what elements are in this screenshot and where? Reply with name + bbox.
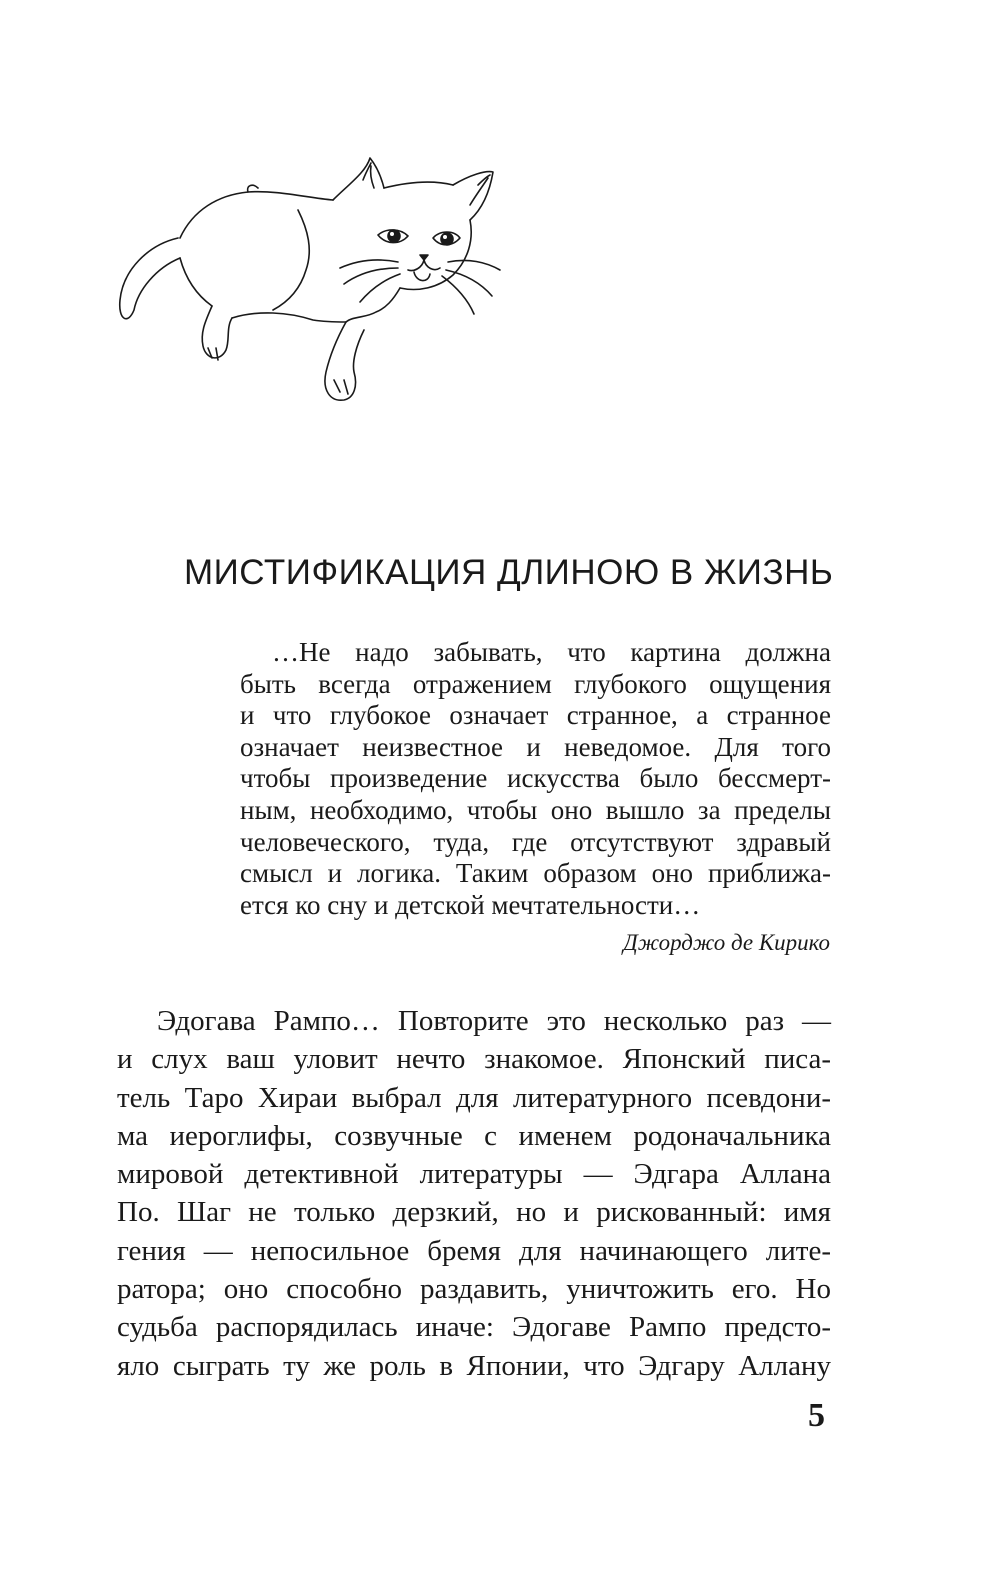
body-line: По. Шаг не только дерзкий, но и рискованный: имя: [117, 1196, 831, 1229]
kitten-illustration-icon: [108, 150, 508, 420]
epigraph-line: быть всегда отражением глубокого ощущения: [240, 668, 831, 699]
page-number: 5: [808, 1397, 825, 1434]
epigraph-line: ным, необходимо, чтобы оно вышло за пределы: [240, 794, 831, 825]
epigraph: [240, 637, 831, 921]
epigraph-line: смысл и логика. Таким образом оно приближа-: [240, 858, 831, 889]
body-line: гения — непосильное бремя для начинающего лите-: [117, 1234, 831, 1267]
body-line: тель Таро Хираи выбрал для литературного псевдони-: [117, 1081, 831, 1114]
epigraph-line: …Не надо забывать, что картина должна: [272, 637, 831, 667]
epigraph-line: означает неизвестное и неведомое. Для того: [240, 731, 831, 762]
body-line: яло сыграть ту же роль в Японии, что Эдгару Аллану: [117, 1349, 831, 1382]
body-line: ратора; оно способно раздавить, уничтожить его. Но: [117, 1273, 831, 1306]
body-line: мировой детективной литературы — Эдгара Аллана: [117, 1158, 831, 1191]
body-paragraph: [117, 1002, 831, 1385]
body-line: и слух ваш уловит нечто знакомое. Японский писа-: [117, 1043, 831, 1076]
chapter-title: МИСТИФИКАЦИЯ ДЛИНОЮ В ЖИЗНЬ: [184, 553, 834, 592]
body-line: Эдогава Рампо… Повторите это несколько раз —: [157, 1005, 831, 1037]
body-line: судьба распорядилась иначе: Эдогаве Рампо предсто-: [117, 1311, 831, 1344]
epigraph-line: человеческого, туда, где отсутствуют здравый: [240, 826, 831, 857]
body-line: ма иероглифы, созвучные с именем родоначальника: [117, 1119, 831, 1152]
epigraph-line: и что глубокое означает странное, а странное: [240, 700, 831, 731]
epigraph-line: чтобы произведение искусства было бессмерт-: [240, 763, 831, 794]
epigraph-line: ется ко сну и детской мечтательности…: [240, 889, 701, 920]
epigraph-attribution: Джорджо де Кирико: [623, 930, 830, 955]
